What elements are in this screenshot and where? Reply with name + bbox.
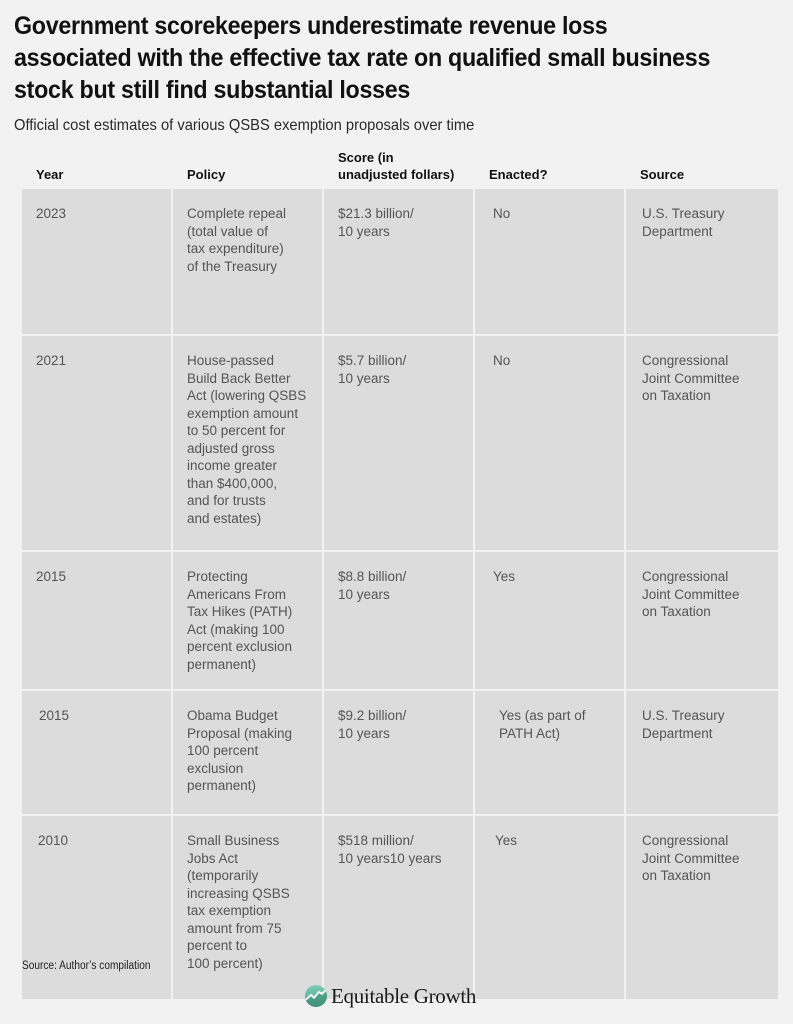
cell-enacted: Yes (as part of PATH Act) xyxy=(475,691,626,814)
table-row xyxy=(22,691,778,814)
cell-enacted: No xyxy=(475,189,626,334)
chart-subtitle: Official cost estimates of various QSBS exemption proposals over time xyxy=(14,117,475,134)
brand-logo-lockup xyxy=(305,981,476,1011)
brand-name: Equitable Growth xyxy=(331,983,477,1008)
cell-enacted: Yes xyxy=(475,816,626,999)
cell-score: $9.2 billion/ 10 years xyxy=(324,691,475,814)
table-header-row xyxy=(22,142,778,189)
cell-enacted: Yes xyxy=(475,552,626,689)
cell-source: Congressional Joint Committee on Taxation xyxy=(626,816,778,999)
cell-score: $8.8 billion/ 10 years xyxy=(324,552,475,689)
cell-year: 2015 xyxy=(22,552,173,689)
cell-source: Congressional Joint Committee on Taxation xyxy=(626,336,778,550)
chart-title: Government scorekeepers underestimate revenue loss associated with the effective tax rate on qualified small business stock but still find substantial losses xyxy=(14,12,711,104)
cell-source: U.S. Treasury Department xyxy=(626,691,778,814)
cell-score: $5.7 billion/ 10 years xyxy=(324,336,475,550)
cell-score: $518 million/ 10 years10 years xyxy=(324,816,475,999)
cell-source: Congressional Joint Committee on Taxation xyxy=(626,552,778,689)
column-header-enacted: Enacted? xyxy=(489,167,548,182)
cell-enacted: No xyxy=(475,336,626,550)
cell-year: 2015 xyxy=(22,691,173,814)
cell-policy: Obama Budget Proposal (making 100 percent exclusion permanent) xyxy=(173,691,324,814)
column-header-policy: Policy xyxy=(187,167,226,182)
column-header-source: Source xyxy=(640,167,685,182)
source-note: Source: Author’s compilation xyxy=(22,960,151,972)
column-header-year: Year xyxy=(36,167,64,182)
table-row xyxy=(22,552,778,689)
cell-policy: Small Business Jobs Act (temporarily increasing QSBS tax exemption amount from 75 percent to 100 percent) xyxy=(173,816,324,999)
cell-policy: Complete repeal (total value of tax expenditure) of the Treasury xyxy=(173,189,324,334)
cell-policy: Protecting Americans From Tax Hikes (PATH) Act (making 100 percent exclusion permanent) xyxy=(173,552,324,689)
equitable-growth-logo-icon xyxy=(305,985,327,1007)
qsbs-estimates-table xyxy=(22,142,778,999)
cell-policy: House-passed Build Back Better Act (lowering QSBS exemption amount to 50 percent for adjusted gross income greater than $400,000, and for trusts and estates) xyxy=(173,336,324,550)
table-body xyxy=(22,189,778,999)
table-row xyxy=(22,336,778,550)
table-row xyxy=(22,189,778,334)
column-header-score: Score (in unadjusted follars) xyxy=(338,150,455,182)
cell-year: 2023 xyxy=(22,189,173,334)
cell-score: $21.3 billion/ 10 years xyxy=(324,189,475,334)
cell-source: U.S. Treasury Department xyxy=(626,189,778,334)
cell-year: 2021 xyxy=(22,336,173,550)
cell-year: 2010 xyxy=(22,816,173,999)
